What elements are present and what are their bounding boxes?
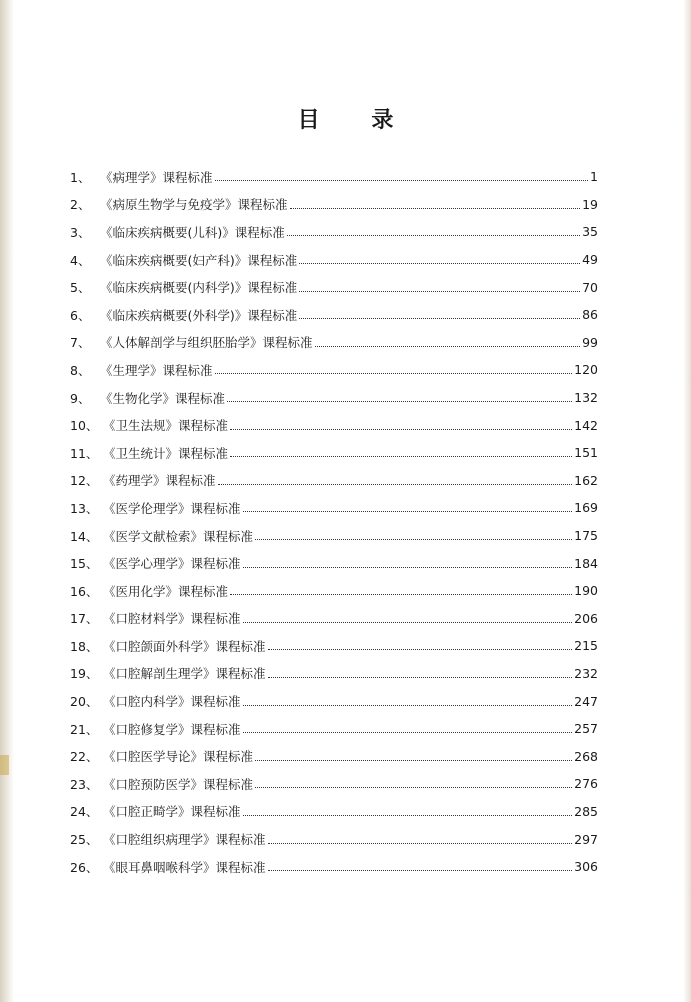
toc-entry-page: 175	[574, 528, 598, 544]
toc-dot-leader	[243, 567, 573, 568]
scan-edge-right	[683, 0, 691, 1002]
toc-entry-number: 12、	[70, 473, 99, 489]
toc-entry[interactable]	[70, 163, 598, 191]
toc-entry-title: 《口腔颌面外科学》课程标准	[103, 638, 266, 654]
toc-entry-number: 24、	[70, 804, 99, 820]
toc-entry-number: 1、	[70, 169, 91, 185]
toc-entry-title: 《病理学》课程标准	[100, 169, 213, 185]
toc-entry[interactable]	[70, 467, 598, 495]
toc-entry-title: 《口腔修复学》课程标准	[103, 721, 241, 737]
toc-entry[interactable]	[70, 549, 598, 577]
toc-entry-page: 162	[574, 472, 598, 488]
toc-entry[interactable]	[70, 273, 598, 301]
toc-entry-page: 257	[574, 721, 598, 737]
toc-dot-leader	[268, 870, 573, 871]
toc-dot-leader	[268, 649, 573, 650]
toc-entry[interactable]	[70, 411, 598, 439]
toc-entry-page: 19	[582, 196, 598, 212]
toc-entry-title: 《临床疾病概要(儿科)》课程标准	[100, 224, 285, 240]
toc-entry-number: 11、	[70, 445, 99, 461]
toc-entry-title: 《临床疾病概要(内科学)》课程标准	[100, 280, 298, 296]
toc-entry[interactable]	[70, 853, 598, 881]
toc-entry-page: 276	[574, 776, 598, 792]
toc-entry-number: 14、	[70, 528, 99, 544]
toc-entry-number: 23、	[70, 776, 99, 792]
toc-entry-title: 《临床疾病概要(妇产科)》课程标准	[100, 252, 298, 268]
toc-entry[interactable]	[70, 384, 598, 412]
toc-entry-title: 《医用化学》课程标准	[103, 583, 229, 599]
scan-edge-left	[0, 0, 14, 1002]
toc-entry[interactable]	[70, 715, 598, 743]
toc-entry-number: 16、	[70, 583, 99, 599]
toc-entry[interactable]	[70, 825, 598, 853]
toc-entry-title: 《口腔解剖生理学》课程标准	[103, 666, 266, 682]
toc-dot-leader	[230, 594, 572, 595]
toc-entry-page: 190	[574, 583, 598, 599]
toc-dot-leader	[299, 263, 580, 264]
toc-entry-page: 35	[582, 224, 598, 240]
toc-entry-number: 4、	[70, 252, 91, 268]
toc-entry[interactable]	[70, 605, 598, 633]
toc-dot-leader	[243, 511, 573, 512]
toc-dot-leader	[243, 622, 573, 623]
toc-dot-leader	[230, 429, 572, 430]
toc-dot-leader	[227, 401, 572, 402]
toc-dot-leader	[299, 318, 580, 319]
toc-entry[interactable]	[70, 742, 598, 770]
page-title: 目 录	[297, 107, 416, 133]
toc-entry-page: 120	[574, 362, 598, 378]
toc-dot-leader	[243, 732, 573, 733]
toc-entry-number: 21、	[70, 721, 99, 737]
toc-entry-page: 49	[582, 252, 598, 268]
toc-entry-page: 297	[574, 831, 598, 847]
toc-dot-leader	[290, 208, 581, 209]
toc-entry-title: 《临床疾病概要(外科学)》课程标准	[100, 307, 298, 323]
toc-entry-page: 232	[574, 665, 598, 681]
toc-entry-title: 《眼耳鼻咽喉科学》课程标准	[103, 859, 266, 875]
toc-entry-number: 2、	[70, 197, 91, 213]
toc-entry-number: 19、	[70, 666, 99, 682]
toc-entry-page: 206	[574, 610, 598, 626]
toc-dot-leader	[268, 843, 573, 844]
toc-entry-page: 99	[582, 334, 598, 350]
toc-entry[interactable]	[70, 356, 598, 384]
toc-entry-title: 《药理学》课程标准	[103, 473, 216, 489]
toc-entry-page: 70	[582, 279, 598, 295]
toc-entry[interactable]	[70, 577, 598, 605]
toc-entry-title: 《卫生统计》课程标准	[103, 445, 229, 461]
toc-entry-page: 215	[574, 638, 598, 654]
toc-entry-page: 306	[574, 859, 598, 875]
toc-entry-title: 《口腔正畸学》课程标准	[103, 804, 241, 820]
toc-entry[interactable]	[70, 687, 598, 715]
toc-entry[interactable]	[70, 218, 598, 246]
toc-entry-title: 《医学伦理学》课程标准	[103, 500, 241, 516]
toc-dot-leader	[268, 677, 573, 678]
toc-dot-leader	[287, 235, 580, 236]
toc-dot-leader	[218, 484, 573, 485]
toc-entry-number: 5、	[70, 280, 91, 296]
toc-dot-leader	[255, 787, 572, 788]
toc-dot-leader	[255, 760, 572, 761]
toc-entry-number: 26、	[70, 859, 99, 875]
toc-entry-number: 6、	[70, 307, 91, 323]
toc-entry[interactable]	[70, 522, 598, 550]
toc-entry-number: 25、	[70, 832, 99, 848]
toc-entry-page: 169	[574, 500, 598, 516]
toc-entry[interactable]	[70, 770, 598, 798]
toc-entry-page: 1	[590, 169, 598, 185]
toc-entry[interactable]	[70, 632, 598, 660]
scan-edge-mark	[0, 755, 9, 775]
toc-entry-title: 《人体解剖学与组织胚胎学》课程标准	[100, 335, 313, 351]
toc-entry[interactable]	[70, 301, 598, 329]
toc-entry-title: 《口腔内科学》课程标准	[103, 694, 241, 710]
toc-entry[interactable]	[70, 798, 598, 826]
toc-entry-number: 7、	[70, 335, 91, 351]
toc-entry-title: 《口腔材料学》课程标准	[103, 611, 241, 627]
toc-entry-number: 20、	[70, 694, 99, 710]
toc-entry-number: 9、	[70, 390, 91, 406]
toc-entry-page: 184	[574, 555, 598, 571]
toc-entry-number: 8、	[70, 362, 91, 378]
toc-entry-page: 151	[574, 445, 598, 461]
toc-entry-title: 《口腔医学导论》课程标准	[103, 749, 254, 765]
toc-dot-leader	[299, 291, 580, 292]
toc-entry-page: 132	[574, 390, 598, 406]
toc-entry-page: 142	[574, 417, 598, 433]
toc-entry-title: 《卫生法规》课程标准	[103, 418, 229, 434]
toc-entry-title: 《口腔预防医学》课程标准	[103, 776, 254, 792]
toc-entry[interactable]	[70, 660, 598, 688]
toc-entry-page: 268	[574, 748, 598, 764]
toc-entry-title: 《病原生物学与免疫学》课程标准	[100, 197, 288, 213]
toc-entry-number: 18、	[70, 638, 99, 654]
toc-entry[interactable]	[70, 191, 598, 219]
toc-entry-page: 285	[574, 803, 598, 819]
toc-entry[interactable]	[70, 246, 598, 274]
toc-entry-number: 10、	[70, 418, 99, 434]
toc-dot-leader	[230, 456, 572, 457]
toc-dot-leader	[243, 815, 573, 816]
toc-entry-number: 3、	[70, 224, 91, 240]
toc-entry-number: 15、	[70, 556, 99, 572]
toc-entry-page: 247	[574, 693, 598, 709]
toc-entry-title: 《生物化学》课程标准	[100, 390, 226, 406]
toc-dot-leader	[215, 180, 589, 181]
toc-entry-title: 《医学文献检索》课程标准	[103, 528, 254, 544]
toc-entry-number: 22、	[70, 749, 99, 765]
toc-entry-title: 《医学心理学》课程标准	[103, 556, 241, 572]
table-of-contents	[70, 163, 598, 880]
toc-entry-title: 《口腔组织病理学》课程标准	[103, 832, 266, 848]
toc-entry[interactable]	[70, 494, 598, 522]
toc-entry-number: 13、	[70, 500, 99, 516]
toc-dot-leader	[215, 373, 573, 374]
toc-entry-number: 17、	[70, 611, 99, 627]
toc-dot-leader	[255, 539, 572, 540]
toc-dot-leader	[315, 346, 581, 347]
toc-entry-title: 《生理学》课程标准	[100, 362, 213, 378]
toc-entry-page: 86	[582, 307, 598, 323]
toc-entry[interactable]	[70, 439, 598, 467]
toc-dot-leader	[243, 705, 573, 706]
toc-entry[interactable]	[70, 329, 598, 357]
